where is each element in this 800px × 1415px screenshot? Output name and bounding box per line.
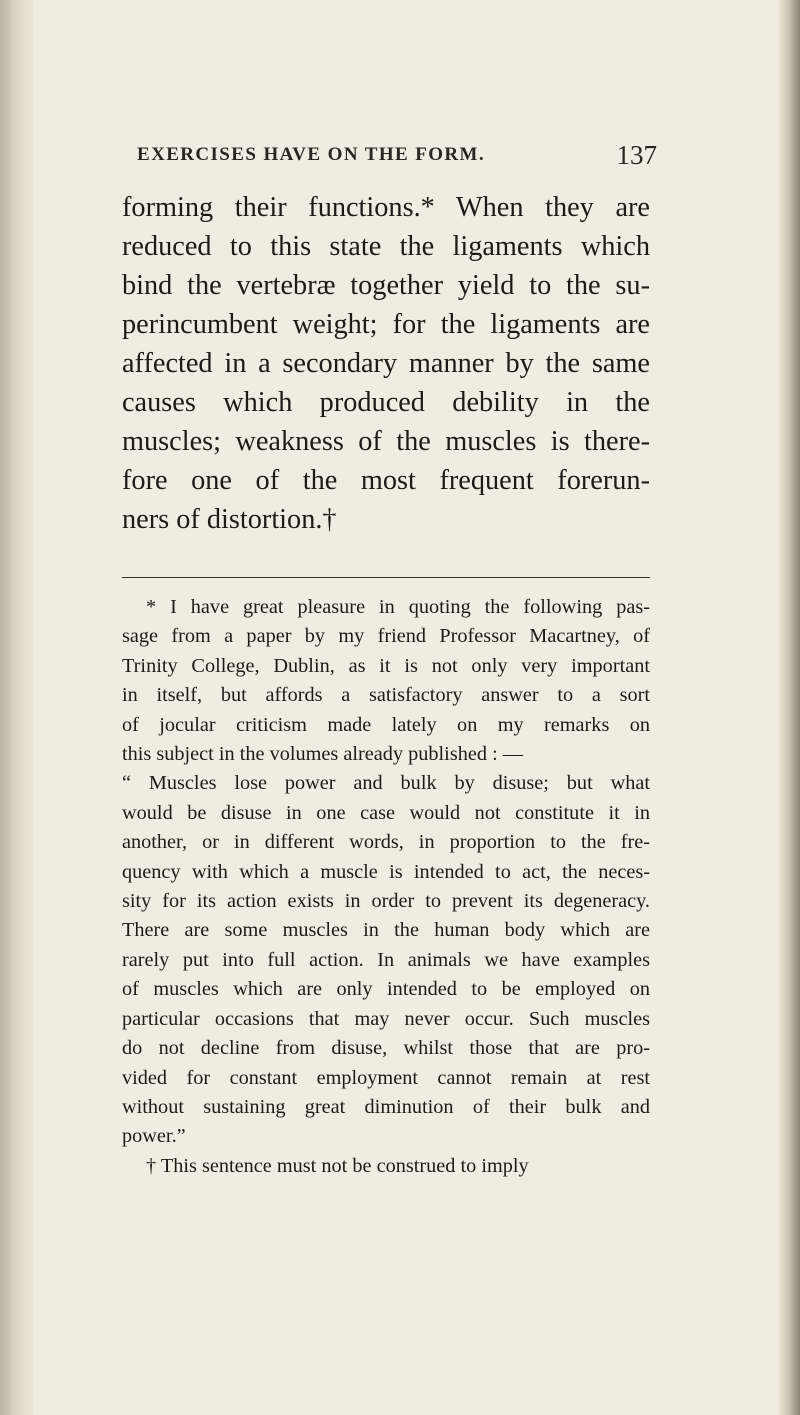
- footnote-line: vided for constant employment cannot remain at rest: [122, 1066, 650, 1089]
- footnote-line: without sustaining great diminution of their bulk and: [122, 1095, 650, 1118]
- footnote-line: of muscles which are only intended to be employed on: [122, 978, 650, 1001]
- body-line: bind the vertebræ together yield to the su-: [122, 270, 650, 301]
- footnote-line: quency with which a muscle is intended to act, the neces-: [122, 860, 650, 883]
- footnote-line: Trinity College, Dublin, as it is not only very important: [122, 654, 650, 677]
- body-line: fore one of the most frequent forerun-: [122, 465, 650, 496]
- page-number: 137: [616, 140, 657, 170]
- footnote-line: in itself, but affords a satisfactory answer to a sort: [122, 684, 650, 707]
- footnote-line: particular occasions that may never occur. Such muscles: [122, 1007, 650, 1030]
- footnote-line: rarely put into full action. In animals we have examples: [122, 948, 650, 971]
- page-header: [137, 140, 657, 174]
- footnote-line: would be disuse in one case would not constitute it in: [122, 801, 650, 824]
- running-head: EXERCISES HAVE ON THE FORM.: [137, 144, 486, 165]
- body-line: muscles; weakness of the muscles is there-: [122, 426, 650, 457]
- footnote-line: another, or in different words, in proportion to the fre-: [122, 831, 650, 854]
- body-line: causes which produced debility in the: [122, 387, 650, 418]
- body-line: perincumbent weight; for the ligaments are: [122, 309, 650, 340]
- body-line: forming their functions.* When they are: [122, 192, 650, 223]
- footnote-line: do not decline from disuse, whilst those that are pro-: [122, 1037, 650, 1060]
- body-line: ners of distortion.†: [122, 504, 337, 535]
- footnote-line: power.”: [122, 1125, 186, 1148]
- body-line: reduced to this state the ligaments which: [122, 231, 650, 262]
- body-line: affected in a secondary manner by the same: [122, 348, 650, 379]
- footnote-line: There are some muscles in the human body which are: [122, 919, 650, 942]
- footnote-line: * I have great pleasure in quoting the following pas-: [146, 596, 650, 618]
- footnote-line: of jocular criticism made lately on my remarks on: [122, 713, 650, 736]
- page-gutter-shadow: [0, 0, 34, 1415]
- footnotes: [122, 593, 650, 1181]
- footnote-line: this subject in the volumes already published : —: [122, 743, 524, 766]
- page-edge-shadow: [778, 0, 800, 1415]
- footnote-line: sage from a paper by my friend Professor Macartney, of: [122, 625, 650, 648]
- footnote-line: sity for its action exists in order to prevent its degeneracy.: [122, 890, 650, 913]
- footnote-separator-rule: [122, 577, 650, 578]
- body-paragraph: [122, 188, 650, 539]
- footnote-line: “ Muscles lose power and bulk by disuse; but what: [122, 772, 650, 795]
- footnote-line: † This sentence must not be construed to imply: [146, 1154, 529, 1177]
